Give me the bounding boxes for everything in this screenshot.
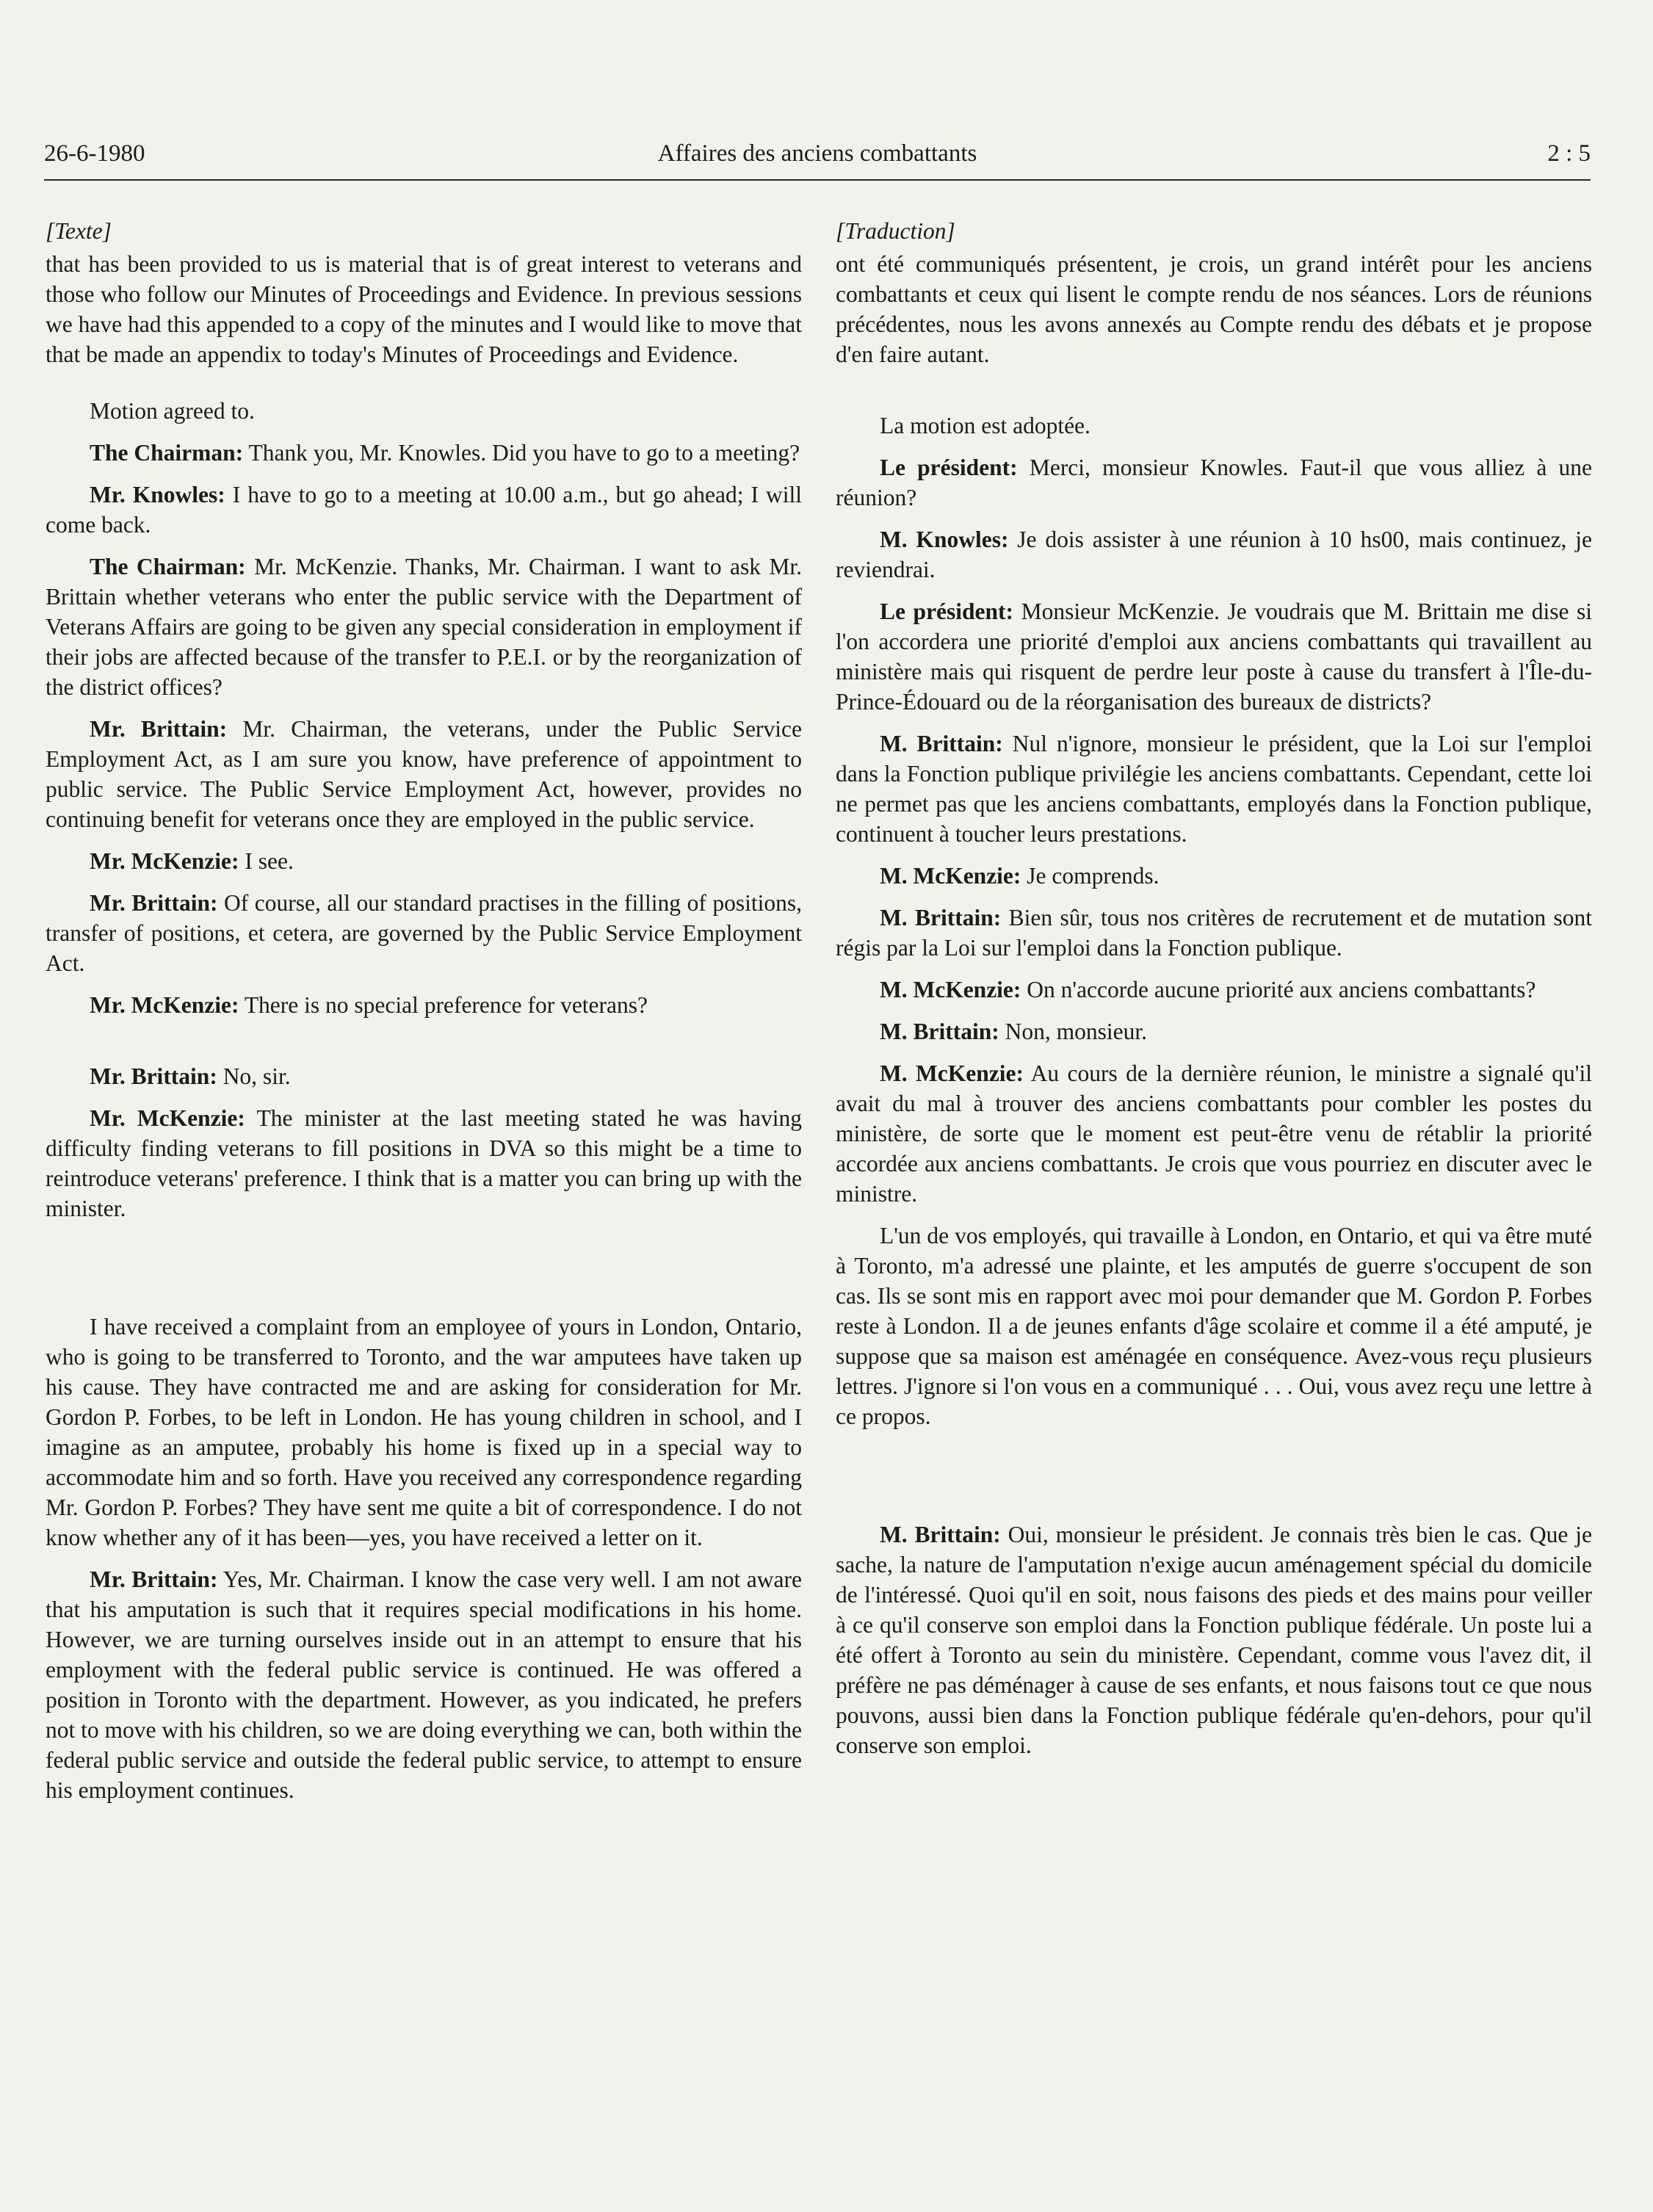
speech-text: Bien sûr, tous nos critères de recrutement et de mutation sont régis par la Loi sur l'emploi dans la Fonction publique. (836, 905, 1592, 961)
speech-paragraph (836, 524, 1592, 585)
speech-text: Thank you, Mr. Knowles. Did you have to go to a meeting? (248, 440, 800, 466)
column-tag-label: Texte (54, 218, 103, 244)
speaker-name: Mr. Knowles: (90, 482, 225, 507)
speaker-name: M. McKenzie: (880, 1060, 1024, 1086)
speaker-name: M. McKenzie: (880, 977, 1021, 1002)
paragraph (46, 249, 802, 369)
speech-text: Monsieur McKenzie. Je voudrais que M. Brittain me dise si l'on accordera une priorité d'emploi aux anciens combattants qui travaillent au ministère mais qui risquent de perdre leur poste à cause du transfert à l'Île-du-Prince-Édouard ou de la réorganisation des bureaux de districts? (836, 599, 1593, 715)
speech-text: Merci, monsieur Knowles. Faut-il que vous alliez à une réunion? (836, 455, 1592, 510)
speech-text: The minister at the last meeting stated he was having difficulty finding veterans to fill positions in DVA so this might be a time to reintroduce veterans' preference. I think that is a matter you can bring up with the minister. (46, 1105, 803, 1221)
paragraph-text: that has been provided to us is material that is of great interest to veterans and those who follow our Minutes of Proceedings and Evidence. In previous sessions we have had this appended to a copy of the minutes and I would like to move that that be made an appendix to today's Minutes of Proceedings and Evidence. (46, 251, 802, 367)
speech-text: Je dois assister à une réunion à 10 hs00, mais continuez, je reviendrai. (836, 527, 1592, 582)
speech-text: Of course, all our standard practises in the filling of positions, transfer of positions, et cetera, are governed by the Public Service Employment Act. (46, 890, 802, 976)
english-column (46, 216, 802, 1817)
paragraph-text: Motion agreed to. (90, 398, 255, 424)
paragraph-text: I have received a complaint from an employee of yours in London, Ontario, who is going to be transferred to Toronto, and the war amputees have taken up his cause. They have contracted me and are asking for consideration for Mr. Gordon P. Forbes, to be left in London. He has young children in school, and I imagine as an amputee, probably his home is fixed up in a special way to accommodate him and so forth. Have you received any correspondence regarding Mr. Gordon P. Forbes? They have sent me quite a bit of correspondence. I do not know whether any of it has been—yes, you have received a letter on it. (46, 1314, 802, 1550)
speaker-name: Le président: (880, 455, 1018, 480)
speaker-name: The Chairman: (90, 554, 246, 579)
speaker-name: M. Brittain: (880, 905, 1002, 930)
column-tag-label: Traduction (844, 218, 947, 244)
speech-paragraph (836, 1519, 1592, 1760)
speech-paragraph (46, 888, 802, 978)
speech-paragraph (836, 1058, 1592, 1209)
speech-text: Je comprends. (1027, 863, 1160, 889)
speech-text: Non, monsieur. (1005, 1019, 1147, 1044)
header-date: 26-6-1980 (44, 140, 145, 167)
paragraph-text: La motion est adoptée. (880, 413, 1090, 438)
speech-paragraph (46, 438, 802, 468)
speaker-name: M. McKenzie: (880, 863, 1021, 889)
paragraph (46, 1312, 802, 1553)
speech-paragraph (836, 975, 1592, 1005)
speech-paragraph (46, 846, 802, 876)
page-header (44, 140, 1591, 176)
paragraph (46, 396, 802, 426)
speaker-name: M. Brittain: (880, 1019, 999, 1044)
header-rule (44, 179, 1591, 181)
speech-text: On n'accorde aucune priorité aux anciens combattants? (1027, 977, 1536, 1002)
speech-paragraph (46, 714, 802, 834)
speaker-name: Le président: (880, 599, 1014, 624)
speech-paragraph (46, 1564, 802, 1805)
speech-paragraph (836, 452, 1592, 513)
speech-text: Mr. McKenzie. Thanks, Mr. Chairman. I want to ask Mr. Brittain whether veterans who enter the public service with the Department of Veterans Affairs are going to be given any special consideration in employment if their jobs are affected because of the transfer to P.E.I. or by the reorganization of the district offices? (46, 554, 803, 700)
speech-paragraph (46, 990, 802, 1020)
speaker-name: Mr. Brittain: (90, 1063, 217, 1089)
speech-paragraph (836, 729, 1592, 849)
speaker-name: Mr. Brittain: (90, 1566, 218, 1592)
speech-text: Mr. Chairman, the veterans, under the Public Service Employment Act, as I am sure you know, have preference of appointment to public service. The Public Service Employment Act, however, provides no continuing benefit for veterans once they are employed in the public service. (46, 716, 802, 832)
speaker-name: The Chairman: (90, 440, 244, 466)
speech-paragraph (46, 480, 802, 540)
paragraph (836, 411, 1592, 441)
column-tag: [Texte] (46, 218, 112, 244)
paragraph (836, 1221, 1592, 1431)
speech-paragraph (836, 596, 1592, 717)
speech-text: There is no special preference for veterans? (244, 992, 648, 1018)
speaker-name: M. Brittain: (880, 1522, 1001, 1547)
speech-text: Oui, monsieur le président. Je connais très bien le cas. Que je sache, la nature de l'amputation n'exige aucun aménagement spécial du domicile de l'intéressé. Quoi qu'il en soit, nous faisons des pieds et des mains pour veiller à ce qu'il conserve son emploi dans la Fonction publique fédérale. Un poste lui a été offert à Toronto au sein du ministère. Cependant, comme vous l'avez dit, il préfère ne pas déménager à cause de ses enfants, et nous faisons tout ce que nous pouvons, aussi bien dans la Fonction publique fédérale qu'en-dehors, pour qu'il conserve son emploi. (836, 1522, 1593, 1758)
speech-text: Nul n'ignore, monsieur le président, que la Loi sur l'emploi dans la Fonction publique privilégie les anciens combattants. Cependant, cette loi ne permet pas que les anciens combattants, employés dans la Fonction publique, continuent à toucher leurs prestations. (836, 731, 1592, 847)
speech-paragraph (836, 861, 1592, 891)
column-tag: [Traduction] (836, 218, 955, 244)
header-page-number: 2 : 5 (1547, 140, 1591, 167)
speech-text: I have to go to a meeting at 10.00 a.m., but go ahead; I will come back. (46, 482, 802, 538)
speech-paragraph (46, 1103, 802, 1224)
speaker-name: Mr. Brittain: (90, 716, 228, 742)
french-column (836, 216, 1592, 1772)
speech-paragraph (836, 903, 1592, 963)
speaker-name: Mr. McKenzie: (90, 992, 239, 1018)
speaker-name: M. Brittain: (880, 731, 1003, 756)
speaker-name: Mr. McKenzie: (90, 848, 239, 874)
paragraph (836, 249, 1592, 369)
paragraph-text: ont été communiqués présentent, je crois, un grand intérêt pour les anciens combattants et ceux qui lisent le compte rendu de nos séances. Lors de réunions précédentes, nous les avons annexés au Compte rendu des débats et je propose d'en faire autant. (836, 251, 1592, 367)
speaker-name: M. Knowles: (880, 527, 1009, 552)
paragraph-text: L'un de vos employés, qui travaille à London, en Ontario, et qui va être muté à Toronto, m'a adressé une plainte, et les amputés de guerre s'occupent de son cas. Ils se sont mis en rapport avec moi pour demander que M. Gordon P. Forbes reste à London. Il a de jeunes enfants d'âge scolaire et comme il a été amputé, je suppose que sa maison est aménagée en conséquence. Avez-vous reçu plusieurs lettres. J'ignore si l'on vous en a communiqué . . . Oui, vous avez reçu une lettre à ce propos. (836, 1223, 1592, 1429)
speech-text: Yes, Mr. Chairman. I know the case very well. I am not aware that his amputation is such that it requires special modifications in his home. However, we are turning ourselves inside out in an attempt to ensure that his employment with the federal public service is continued. He was offered a position in Toronto with the department. However, as you indicated, he prefers not to move with his children, so we are doing everything we can, both within the federal public service and outside the federal public service, to attempt to ensure his employment continues. (46, 1566, 802, 1803)
speech-paragraph (46, 1061, 802, 1091)
speech-paragraph (836, 1016, 1592, 1047)
speech-text: No, sir. (223, 1063, 291, 1089)
speech-paragraph (46, 552, 802, 702)
header-title: Affaires des anciens combattants (657, 140, 977, 167)
speaker-name: Mr. McKenzie: (90, 1105, 245, 1131)
speech-text: Au cours de la dernière réunion, le ministre a signalé qu'il avait du mal à trouver des anciens combattants pour combler les postes du ministère, de sorte que le moment est peut-être venu de rétablir la priorité accordée aux anciens combattants. Je crois que vous pourriez en discuter avec le ministre. (836, 1060, 1592, 1207)
speaker-name: Mr. Brittain: (90, 890, 218, 916)
speech-text: I see. (245, 848, 294, 874)
